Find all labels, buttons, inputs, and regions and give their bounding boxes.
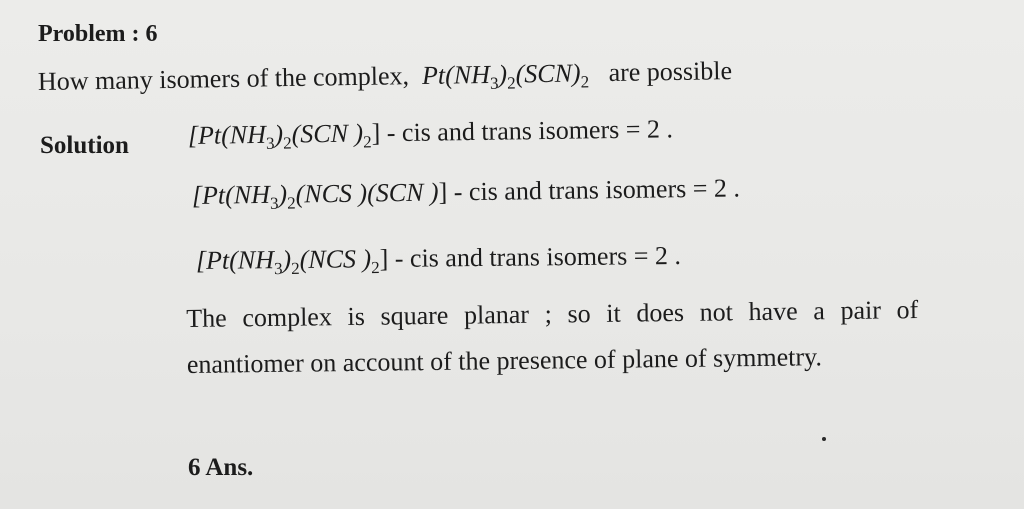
final-answer: 6 Ans.	[188, 454, 254, 481]
formula-3: [$Pt(NH_3)_2(NCS$ )$_2$]	[195, 243, 389, 279]
problem-title: Problem : 6	[38, 21, 158, 47]
formula-1: [$Pt(NH_3)_2(SCN$ )$_2$]	[187, 118, 381, 153]
question-tail: are possible	[608, 56, 733, 88]
isomer-text-1: - cis and trans isomers	[380, 114, 620, 148]
question-text: How many isomers of the complex,	[37, 61, 410, 96]
solution-line-2	[192, 172, 741, 221]
solution-line-3	[196, 240, 681, 286]
problem-question	[38, 55, 733, 107]
formula-2: [$Pt(NH_3)_2(NCS$ )(SCN )]	[191, 177, 448, 213]
paper-speck	[822, 437, 826, 441]
solution-label: Solution	[40, 132, 129, 159]
question-formula: $Pt(NH_3)_2(SCN)_2$	[421, 58, 590, 93]
explanation-paragraph: The complex is square planar ; so it does not have a pair of enantiomer on account of the presence of plane of symmetry.	[186, 295, 919, 379]
isomer-count-2: = 2 .	[686, 173, 741, 204]
isomer-text-2: - cis and trans isomers	[447, 174, 687, 207]
isomer-text-3: - cis and trans isomers	[388, 241, 628, 273]
solution-line-1	[188, 113, 674, 161]
isomer-count-1: = 2 .	[619, 114, 674, 144]
isomer-count-3: = 2 .	[627, 240, 682, 271]
